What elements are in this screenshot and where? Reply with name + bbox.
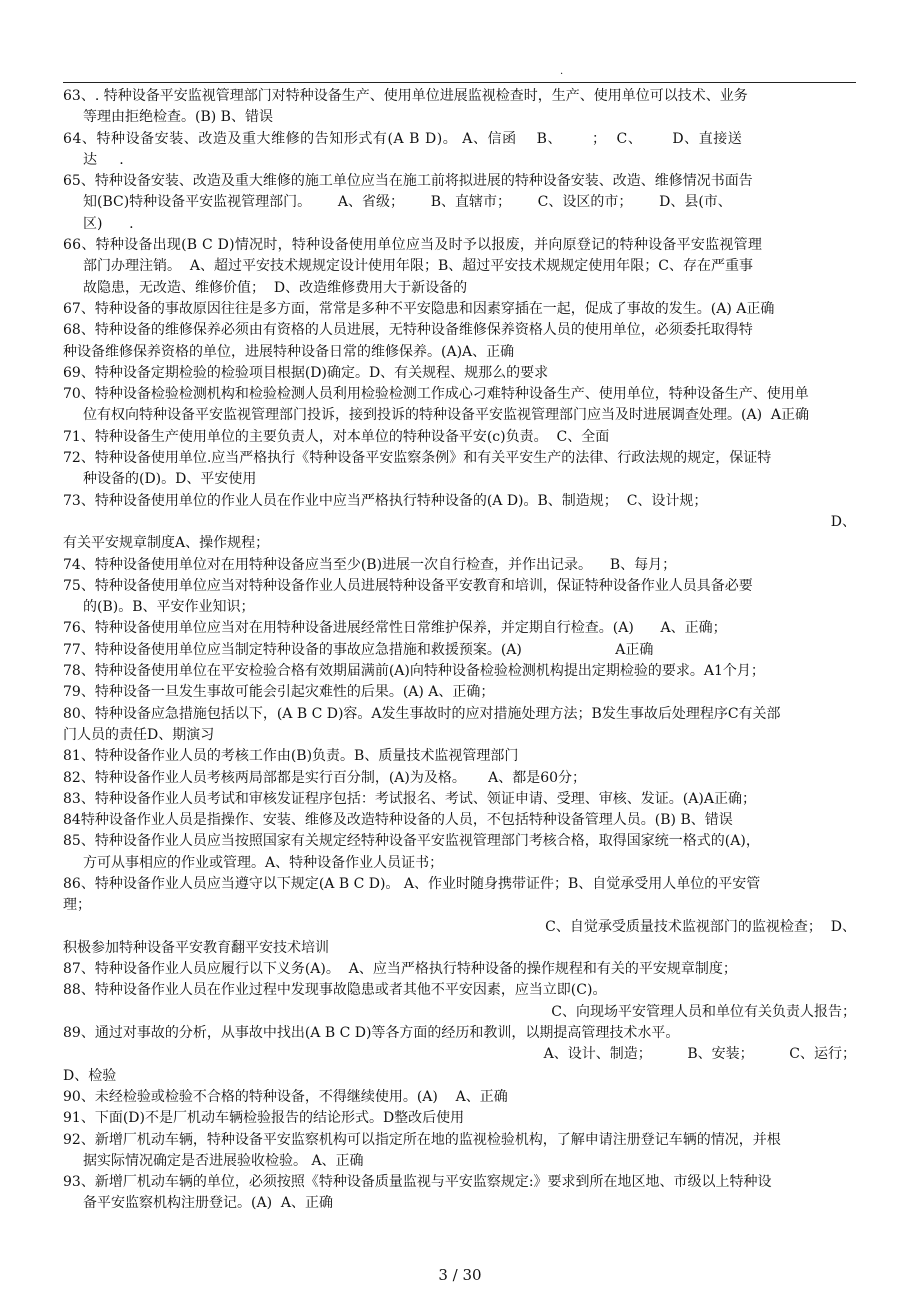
text-line: 有关平安规章制度A、操作规程； bbox=[63, 535, 270, 552]
text-line: 67、特种设备的事故原因往往是多方面，常常是多种不平安隐患和因素穿插在一起，促成了事故的发生。(A) A正确 bbox=[63, 300, 775, 317]
document-body bbox=[63, 86, 856, 1215]
text-line: 70、特种设备检验检测机构和检验检测人员利用检验检测工作成心刁难特种设备生产、使用单位，特种设备生产、使用单 bbox=[63, 386, 809, 403]
text-line: 79、特种设备一旦发生事故可能会引起灾难性的后果。(A) A、正确； bbox=[63, 684, 495, 701]
text-line: 63、. 特种设备平安监视管理部门对特种设备生产、使用单位进展监视检查时，生产、使用单位可以技术、业务 bbox=[63, 88, 748, 104]
text-line: 66、特种设备出现(B C D)情况时，特种设备使用单位应当及时予以报废，并向原登记的特种设备平安监视管理 bbox=[63, 237, 763, 254]
text-line: 82、特种设备作业人员考核两局部都是实行百分制，(A)为及格。 A、都是60分； bbox=[63, 769, 587, 786]
text-line: D、 bbox=[830, 513, 856, 530]
text-line: 知(BC)特种设备平安监视管理部门。 A、省级； B、直辖市； C、设区的市； D、县(市、 bbox=[83, 194, 732, 211]
text-line: 区) . bbox=[83, 215, 134, 232]
text-line: 75、特种设备使用单位应当对特种设备作业人员进展特种设备平安教育和培训，保证特种设备作业人员具备必要 bbox=[63, 577, 753, 594]
text-line: 74、特种设备使用单位对在用特种设备应当至少(B)进展一次自行检查，并作出记录。 B、每月； bbox=[63, 556, 677, 573]
text-line: C、向现场平安管理人员和单位有关负责人报告； bbox=[551, 1003, 856, 1020]
text-line: 方可从事相应的作业或管理。A、特种设备作业人员证书； bbox=[83, 854, 444, 871]
text-line: 83、特种设备作业人员考试和审核发证程序包括：考试报名、考试、领证申请、受理、审核、发证。(A)A正确； bbox=[63, 790, 756, 807]
text-line: 69、特种设备定期检验的检验项目根据(D)确定。D、有关规程、规那么的要求 bbox=[63, 364, 549, 381]
text-line: 87、特种设备作业人员应履行以下义务(A)。 A、应当严格执行特种设备的操作规程和有关的平安规章制度； bbox=[63, 961, 737, 978]
text-line: 89、通过对事故的分析，从事故中找出(A B C D)等各方面的经历和教训，以期提高管理技术水平。 bbox=[63, 1025, 680, 1042]
text-line: A、设计、制造； B、安装； C、运行； bbox=[543, 1046, 856, 1063]
text-line: 71、特种设备生产使用单位的主要负责人，对本单位的特种设备平安(c)负责。 C、全面 bbox=[63, 428, 610, 445]
text-line: 85、特种设备作业人员应当按照国家有关规定经特种设备平安监视管理部门考核合格，取得国家统一格式的(A)， bbox=[63, 833, 760, 850]
text-line: 78、特种设备使用单位在平安检验合格有效期届满前(A)向特种设备检验检测机构提出定期检验的要求。A1个月； bbox=[63, 663, 765, 680]
page-number: 3 / 30 bbox=[438, 1266, 482, 1284]
text-line: C、自觉承受质量技术监视部门的监视检查； D、 bbox=[545, 918, 856, 935]
text-line: 88、特种设备作业人员在作业过程中发现事故隐患或者其他不平安因素，应当立即(C)。 bbox=[63, 982, 607, 999]
text-line: 理； bbox=[63, 897, 91, 914]
text-line: 部门办理注销。 A、超过平安技术规规定设计使用年限；B、超过平安技术规规定使用年限；C、存在严重事 bbox=[83, 258, 754, 275]
text-line: 等理由拒绝检查。(B) B、错误 bbox=[83, 109, 273, 126]
text-line: 77、特种设备使用单位应当制定特种设备的事故应急措施和救援预案。(A) A正确 bbox=[63, 641, 654, 658]
text-line: 90、未经检验或检验不合格的特种设备，不得继续使用。(A) A、正确 bbox=[63, 1088, 508, 1105]
text-line: 种设备维修保养资格的单位，进展特种设备日常的维修保养。(A)A、正确 bbox=[63, 343, 515, 360]
text-line: 的(B)。B、平安作业知识； bbox=[83, 599, 255, 616]
text-line: 积极参加特种设备平安教育翻平安技术培训 bbox=[63, 939, 329, 956]
header-dot: . bbox=[560, 66, 564, 77]
text-line: 73、特种设备使用单位的作业人员在作业中应当严格执行特种设备的(A D)。B、制造规； C、设计规； bbox=[63, 492, 708, 509]
text-line: 种设备的(D)。D、平安使用 bbox=[83, 471, 257, 488]
text-line: 达 . bbox=[83, 151, 124, 168]
text-line: 92、新增厂机动车辆，特种设备平安监察机构可以指定所在地的监视检验机构，了解申请注册登记车辆的情况，并根 bbox=[63, 1131, 781, 1148]
text-line: 65、特种设备安装、改造及重大维修的施工单位应当在施工前将拟进展的特种设备安装、改造、维修情况书面告 bbox=[63, 173, 753, 190]
text-line: 据实际情况确定是否进展验收检验。 A、正确 bbox=[83, 1152, 364, 1169]
text-line: 91、下面(D)不是厂机动车辆检验报告的结论形式。D整改后使用 bbox=[63, 1110, 465, 1127]
text-line: 故隐患，无改造、维修价值； D、改造维修费用大于新设备的 bbox=[83, 279, 468, 296]
text-line: 64、特种设备安装、改造及重大维修的告知形式有(A B D)。 A、信函 B、 ； C、 D、直接送 bbox=[63, 130, 743, 147]
text-line: D、检验 bbox=[63, 1067, 117, 1084]
text-line: 84特种设备作业人员是指操作、安装、维修及改造特种设备的人员，不包括特种设备管理人员。(B) B、错误 bbox=[63, 812, 733, 829]
header-rule bbox=[63, 82, 856, 83]
text-line: 备平安监察机构注册登记。(A) A、正确 bbox=[83, 1195, 334, 1212]
text-line: 93、新增厂机动车辆的单位，必须按照《特种设备质量监视与平安监察规定:》要求到所在地区地、市级以上特种设 bbox=[63, 1174, 772, 1191]
text-line: 80、特种设备应急措施包括以下，(A B C D)容。A发生事故时的应对措施处理方法；B发生事故后处理程序C有关部 bbox=[63, 705, 781, 722]
text-line: 72、特种设备使用单位.应当严格执行《特种设备平安监察条例》和有关平安生产的法律、行政法规的规定，保证特 bbox=[63, 450, 772, 467]
text-line: 位有权向特种设备平安监视管理部门投诉，接到投诉的特种设备平安监视管理部门应当及时进展调查处理。(A) A正确 bbox=[83, 407, 810, 424]
text-line: 81、特种设备作业人员的考核工作由(B)负责。B、质量技术监视管理部门 bbox=[63, 748, 519, 765]
text-line: 68、特种设备的维修保养必须由有资格的人员进展，无特种设备维修保养资格人员的使用单位，必须委托取得特 bbox=[63, 322, 753, 339]
text-line: 门人员的责任D、期演习 bbox=[63, 726, 215, 743]
text-line: 76、特种设备使用单位应当对在用特种设备进展经常性日常维护保养，并定期自行检查。(A) A、正确； bbox=[63, 620, 727, 637]
text-line: 86、特种设备作业人员应当遵守以下规定(A B C D)。 A、作业时随身携带证件；B、自觉承受用人单位的平安管 bbox=[63, 875, 761, 892]
